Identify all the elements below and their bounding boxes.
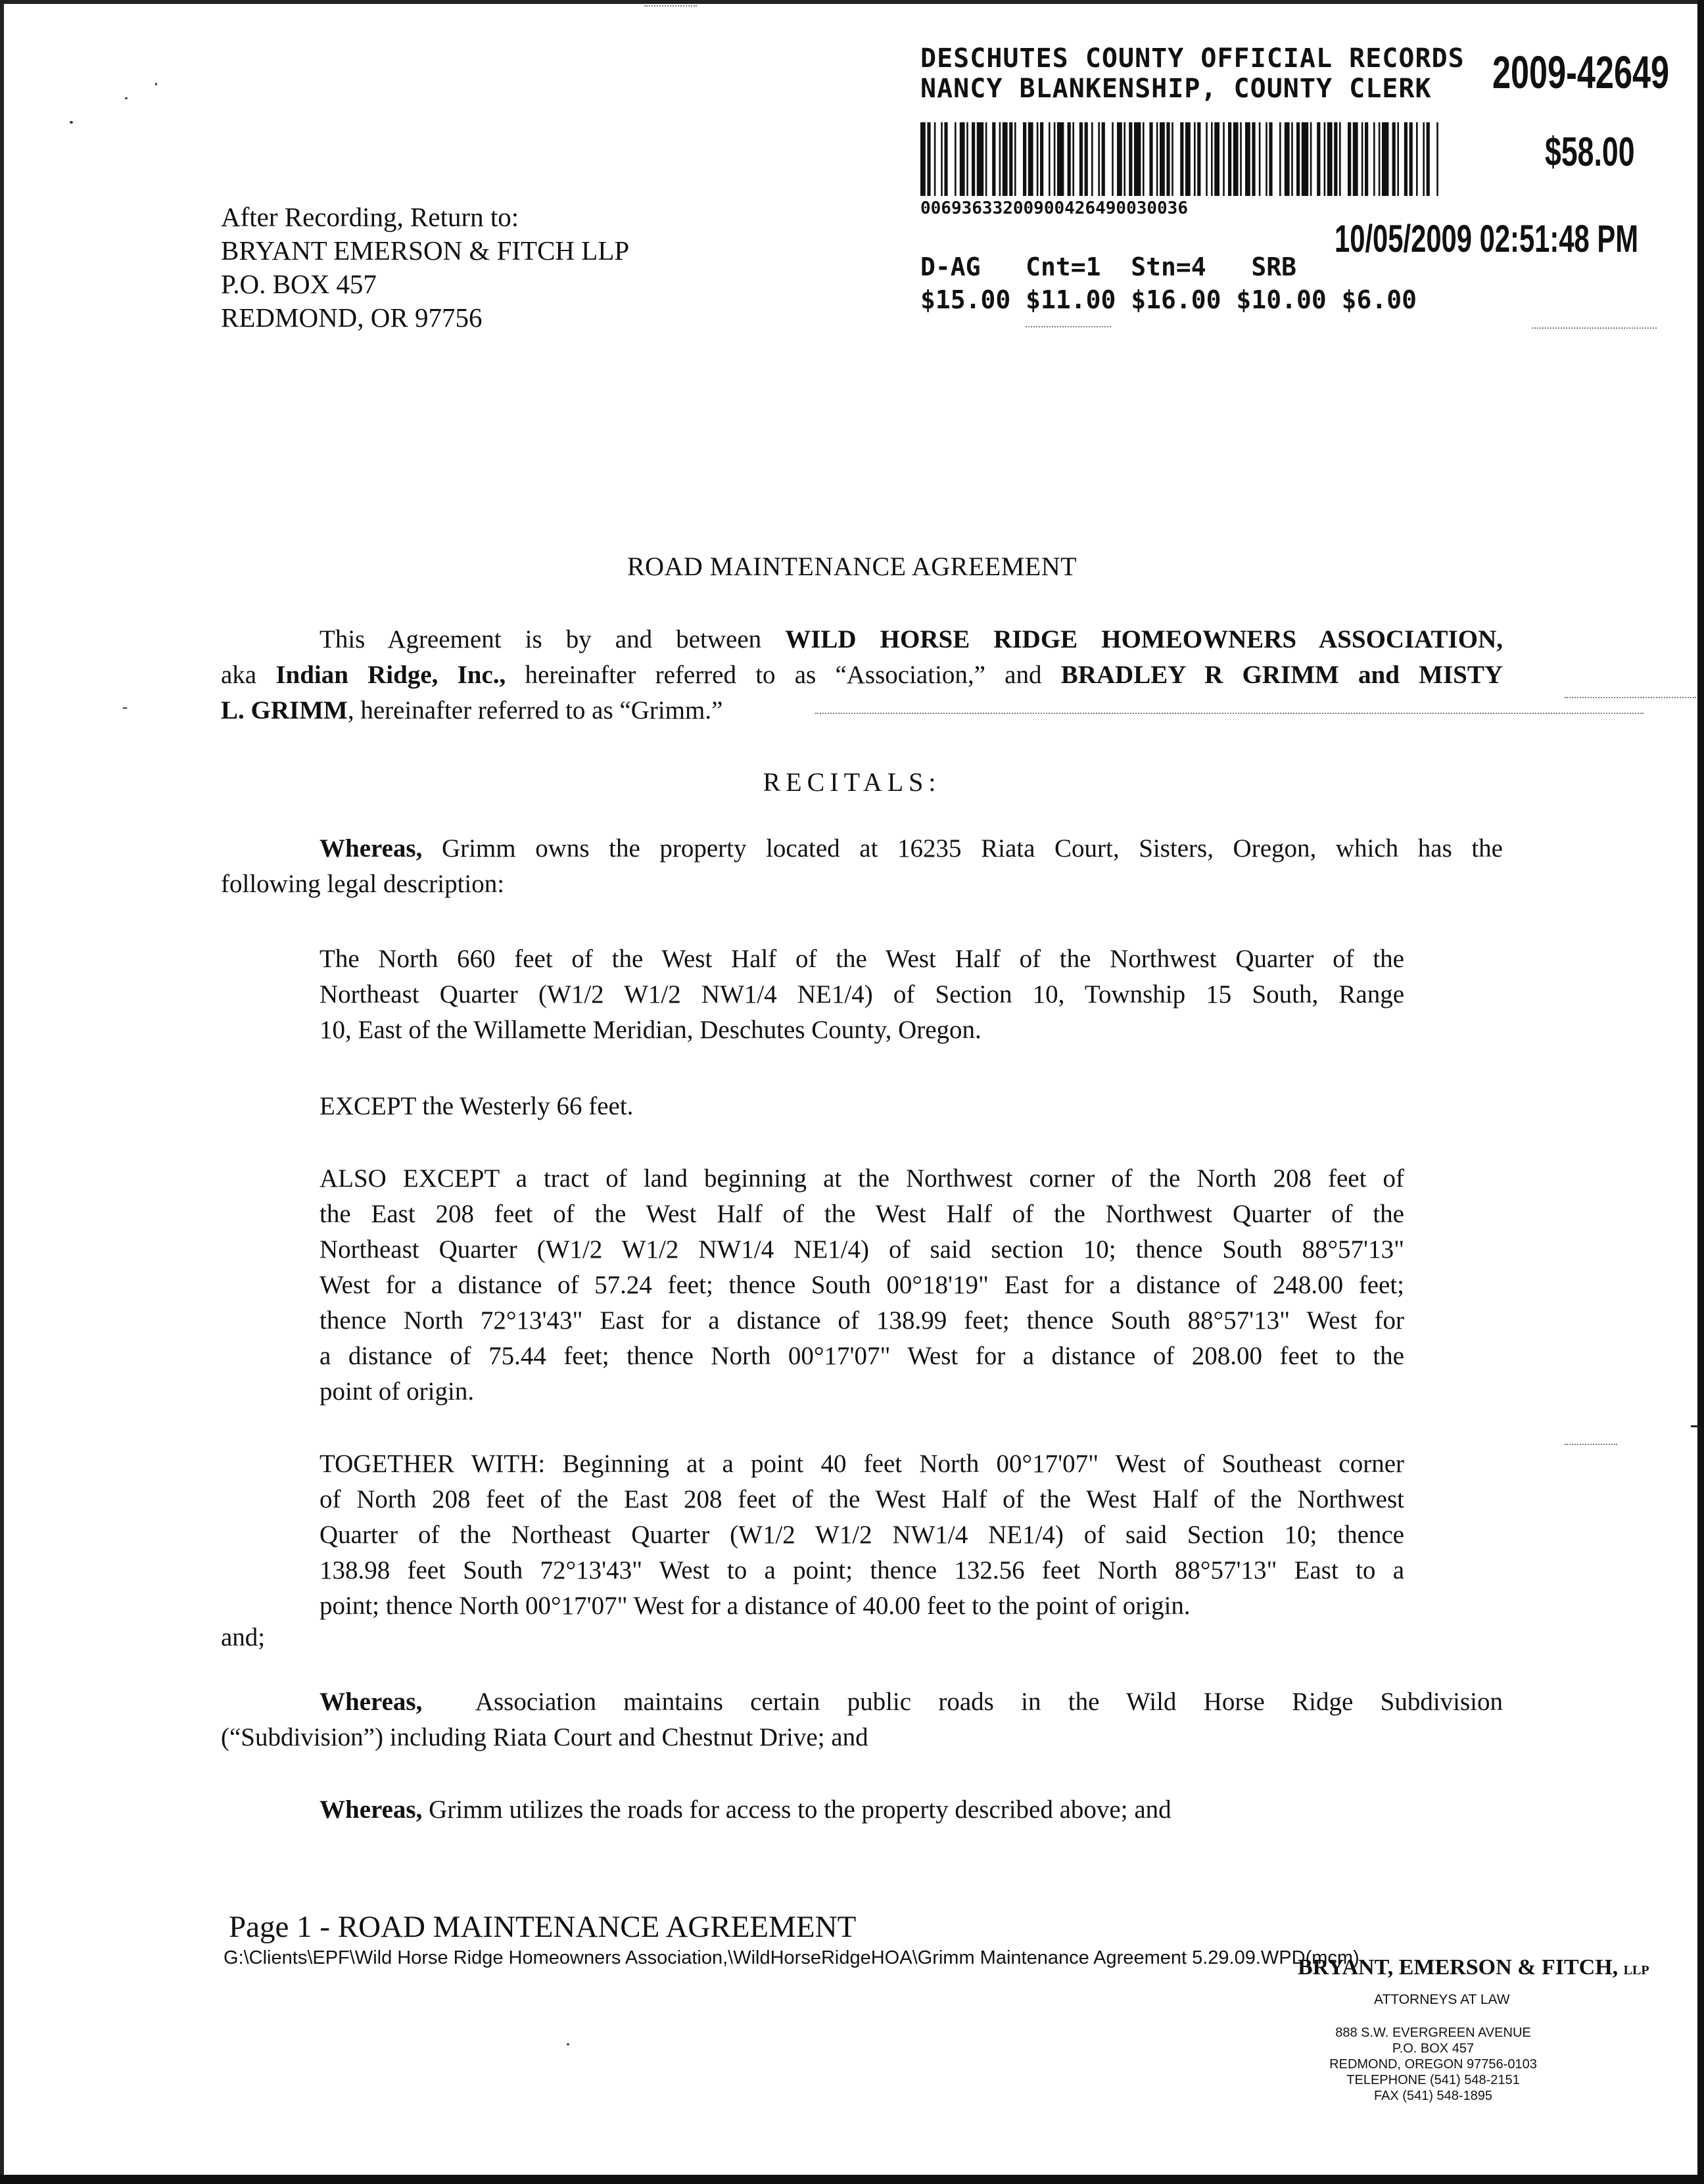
firm-address-line: 888 S.W. EVERGREEN AVENUE [1335,2026,1531,2040]
stamp-office: DESCHUTES COUNTY OFFICIAL RECORDS [920,43,1465,74]
legal-also-except-block [320,1161,1404,1410]
scan-speck [70,121,73,124]
legal-line: a distance of 75.44 feet; thence North 00°17'07" West for a distance of 208.00 feet to the [320,1342,1404,1370]
intro-mid: hereinafter referred to as “Association,” and [506,661,1061,689]
barcode-bar [1180,122,1183,196]
barcode-bar [1416,122,1418,196]
return-address-line: BRYANT EMERSON & FITCH LLP [221,235,630,266]
barcode-bar [1373,122,1375,196]
firm-subtitle: ATTORNEYS AT LAW [1374,1992,1510,2007]
intro-paragraph [221,622,1503,728]
whereas-line: (“Subdivision”) including Riata Court and Chestnut Drive; and [221,1723,868,1751]
intro-suffix: , hereinafter referred to as “Grimm.” [347,696,723,724]
barcode-bar [1427,122,1430,196]
barcode-bar [1023,122,1026,196]
barcode-bar [920,122,926,196]
barcode-bar [1339,122,1341,196]
barcode-bar [1117,122,1122,196]
whereas-word: Whereas, [320,834,423,863]
whereas-text: Grimm owns the property located at 16235 Riata Court, Sisters, Oregon, which has the [422,834,1503,863]
barcode-bar [1129,122,1132,196]
barcode-bar [1172,122,1173,196]
footer-page-title: Page 1 - ROAD MAINTENANCE AGREEMENT [229,1910,857,1944]
recording-datetime: 10/05/2009 02:51:48 PM [1335,218,1639,260]
scan-dash [1565,1444,1617,1445]
scan-dash [1532,327,1657,329]
barcode-number: 00693633200900426490030036 [920,199,1188,218]
barcode-bar [1252,122,1255,196]
whereas-word: Whereas, [320,1688,423,1716]
barcode-bar [1353,122,1358,196]
barcode-bar [1310,122,1312,196]
stamp-codes: D-AG Cnt=1 Stn=4 SRB [920,252,1296,281]
legal-line: EXCEPT the Westerly 66 feet. [320,1092,634,1120]
stamp-fees: $15.00 $11.00 $16.00 $10.00 $6.00 [920,285,1417,314]
scan-dash [644,5,697,7]
barcode-bar [966,122,968,196]
scan-dash [1026,326,1111,327]
legal-description-block [320,941,1404,1048]
firm-address [1321,2025,1545,2104]
barcode-bar [1112,122,1114,196]
legal-line: 10, East of the Willamette Meridian, Deschutes County, Oregon. [320,1016,982,1044]
barcode-bar [992,122,995,196]
barcode-bar [977,122,983,196]
whereas-word: Whereas, [320,1795,423,1824]
barcode-bar [1327,122,1333,196]
barcode-bar [1259,122,1261,196]
barcode-bar [1134,122,1141,196]
barcode-bar [1379,122,1381,196]
barcode-bar [960,122,965,196]
barcode-bar [1269,122,1272,196]
barcode-bar [999,122,1001,196]
barcode-bar [1285,122,1290,196]
barcode-bar [1057,122,1064,196]
barcode-bar [1397,122,1399,196]
legal-line: Quarter of the Northeast Quarter (W1/2 W1/2 NW1/4 NE1/4) of said Section 10; thence [320,1521,1404,1549]
barcode-bar [955,122,957,196]
barcode-bar [1223,122,1225,196]
barcode-bar [1291,122,1293,196]
firm-name-text: BRYANT, EMERSON & FITCH, [1298,1955,1619,1980]
barcode [920,122,1440,196]
barcode-bar [985,122,987,196]
barcode-bar [1054,122,1056,196]
legal-line: thence North 72°13'43" East for a distance of 138.99 feet; thence South 88°57'13" West for [320,1306,1404,1335]
barcode-bar [1436,122,1438,196]
scan-speck [567,2043,569,2045]
whereas-paragraph-1 [221,831,1503,902]
barcode-bar [1102,122,1105,196]
whereas-text: Grimm utilizes the roads for access to the property described above; and [422,1795,1172,1824]
stamp-clerk: NANCY BLANKENSHIP, COUNTY CLERK [920,74,1432,104]
barcode-bar [1079,122,1083,196]
legal-line: 138.98 feet South 72°13'43" West to a point; thence 132.56 feet North 88°57'13" East to a [320,1556,1404,1584]
intro-line [221,693,1503,728]
intro-prefix: This Agreement is by and between [320,625,786,653]
barcode-bar [1009,122,1012,196]
firm-address-line: P.O. BOX 457 [1392,2041,1475,2056]
whereas-text: Association maintains certain public roads in the Wild Horse Ridge Subdivision [422,1688,1503,1716]
scan-speck [1691,1425,1699,1427]
scan-edge-bottom [0,2175,1704,2184]
barcode-bar [1361,122,1363,196]
barcode-bar [1240,122,1242,196]
intro-line [221,657,1503,693]
scan-speck [122,707,128,709]
barcode-bar [1206,122,1208,196]
intro-aka: aka [221,661,276,689]
barcode-bar [1028,122,1033,196]
barcode-bar [1214,122,1219,196]
barcode-bar [1392,122,1396,196]
barcode-bar [1423,122,1425,196]
barcode-bar [1085,122,1088,196]
barcode-bar [1149,122,1152,196]
barcode-bar [1003,122,1008,196]
barcode-bar [1334,122,1337,196]
scan-dash [1565,697,1696,698]
barcode-bar [1317,122,1320,196]
barcode-bar [1160,122,1165,196]
intro-line [221,622,1503,657]
barcode-bar [1049,122,1051,196]
barcode-bar [1296,122,1300,196]
legal-line: the East 208 feet of the West Half of the West Half of the Northwest Quarter of the [320,1200,1404,1228]
legal-line: Northeast Quarter (W1/2 W1/2 NW1/4 NE1/4) of Section 10, Township 15 South, Range [320,980,1404,1009]
legal-line: of North 208 feet of the East 208 feet of the West Half of the West Half of the Northwest [320,1485,1404,1513]
legal-line: TOGETHER WITH: Beginning at a point 40 feet North 00°17'07" West of Southeast corner [320,1450,1404,1478]
barcode-bar [1072,122,1074,196]
firm-address-line: FAX (541) 548-1895 [1373,2089,1493,2103]
return-address-line: REDMOND, OR 97756 [221,302,483,333]
barcode-bar [1197,122,1200,196]
party-grimm: BRADLEY R GRIMM and MISTY [1060,661,1503,689]
barcode-bar [1409,122,1413,196]
barcode-bar [1185,122,1191,196]
legal-line: Northeast Quarter (W1/2 W1/2 NW1/4 NE1/4) of said section 10; thence South 88°57'13" [320,1235,1404,1264]
party-association-aka: Indian Ridge, Inc., [275,661,506,689]
barcode-bar [941,122,943,196]
and-connector: and; [221,1623,266,1651]
barcode-bar [1382,122,1388,196]
barcode-bar [944,122,947,196]
legal-line: point; thence North 00°17'07" West for a distance of 40.00 feet to the point of origin. [320,1592,1191,1620]
scan-edge-top [0,0,1704,4]
whereas-paragraph-3 [320,1795,1172,1824]
barcode-bar [972,122,975,196]
legal-line: point of origin. [320,1377,475,1406]
party-association: WILD HORSE RIDGE HOMEOWNERS ASSOCIATION, [785,625,1503,653]
document-title: ROAD MAINTENANCE AGREEMENT [627,552,1077,581]
barcode-bar [1324,122,1326,196]
barcode-bar [1143,122,1145,196]
barcode-bar [1266,122,1267,196]
barcode-bar [1279,122,1281,196]
whereas-line [221,831,1503,866]
firm-address-line: REDMOND, OREGON 97756-0103 [1329,2057,1537,2072]
barcode-bar [1098,122,1100,196]
legal-line: West for a distance of 57.24 feet; thence South 00°18'19" East for a distance of 248.00 feet; [320,1271,1404,1299]
scan-edge-right [1697,0,1704,2184]
footer-file-path: G:\Clients\EPF\Wild Horse Ridge Homeowners Association,\WildHorseRidgeHOA\Grimm Maintenance Agreement 5.29.09.WPD(mcm) [224,1947,1360,1968]
barcode-bar [1037,122,1039,196]
barcode-bar [1166,122,1170,196]
barcode-bar [1068,122,1071,196]
firm-name-suffix: LLP [1623,1963,1649,1978]
recitals-heading: RECITALS: [763,767,941,797]
legal-line: ALSO EXCEPT a tract of land beginning at the Northwest corner of the North 208 feet of [320,1164,1404,1193]
legal-exception-block [320,1089,1404,1124]
barcode-bar [1091,122,1093,196]
barcode-bar [1156,122,1158,196]
whereas-line: following legal description: [221,870,505,898]
barcode-bar [1211,122,1213,196]
barcode-bar [1194,122,1196,196]
firm-address-line: TELEPHONE (541) 548-2151 [1346,2073,1520,2087]
scan-speck [125,97,128,99]
scan-speck [155,83,157,85]
barcode-bar [1124,122,1125,196]
legal-together-with-block [320,1446,1404,1624]
party-grimm-cont: L. GRIMM [221,696,348,724]
whereas-line [221,1684,1503,1720]
barcode-bar [1040,122,1043,196]
barcode-bar [934,122,936,196]
return-address-line: After Recording, Return to: [221,202,519,232]
document-number: 2009-42649 [1492,47,1670,98]
scan-edge-left [0,0,4,2184]
barcode-bar [1365,122,1368,196]
legal-line: The North 660 feet of the West Half of the West Half of the Northwest Quarter of the [320,945,1404,973]
firm-name [1298,1955,1649,1980]
barcode-bar [1404,122,1408,196]
barcode-bar [927,122,930,196]
barcode-bar [1245,122,1250,196]
return-address-line: P.O. BOX 457 [221,269,377,299]
barcode-bar [1233,122,1239,196]
barcode-bar [1228,122,1231,196]
barcode-bar [1014,122,1016,196]
whereas-paragraph-2 [221,1684,1503,1755]
barcode-bar [1348,122,1351,196]
barcode-bar [1302,122,1308,196]
total-fee: $58.00 [1545,130,1635,175]
